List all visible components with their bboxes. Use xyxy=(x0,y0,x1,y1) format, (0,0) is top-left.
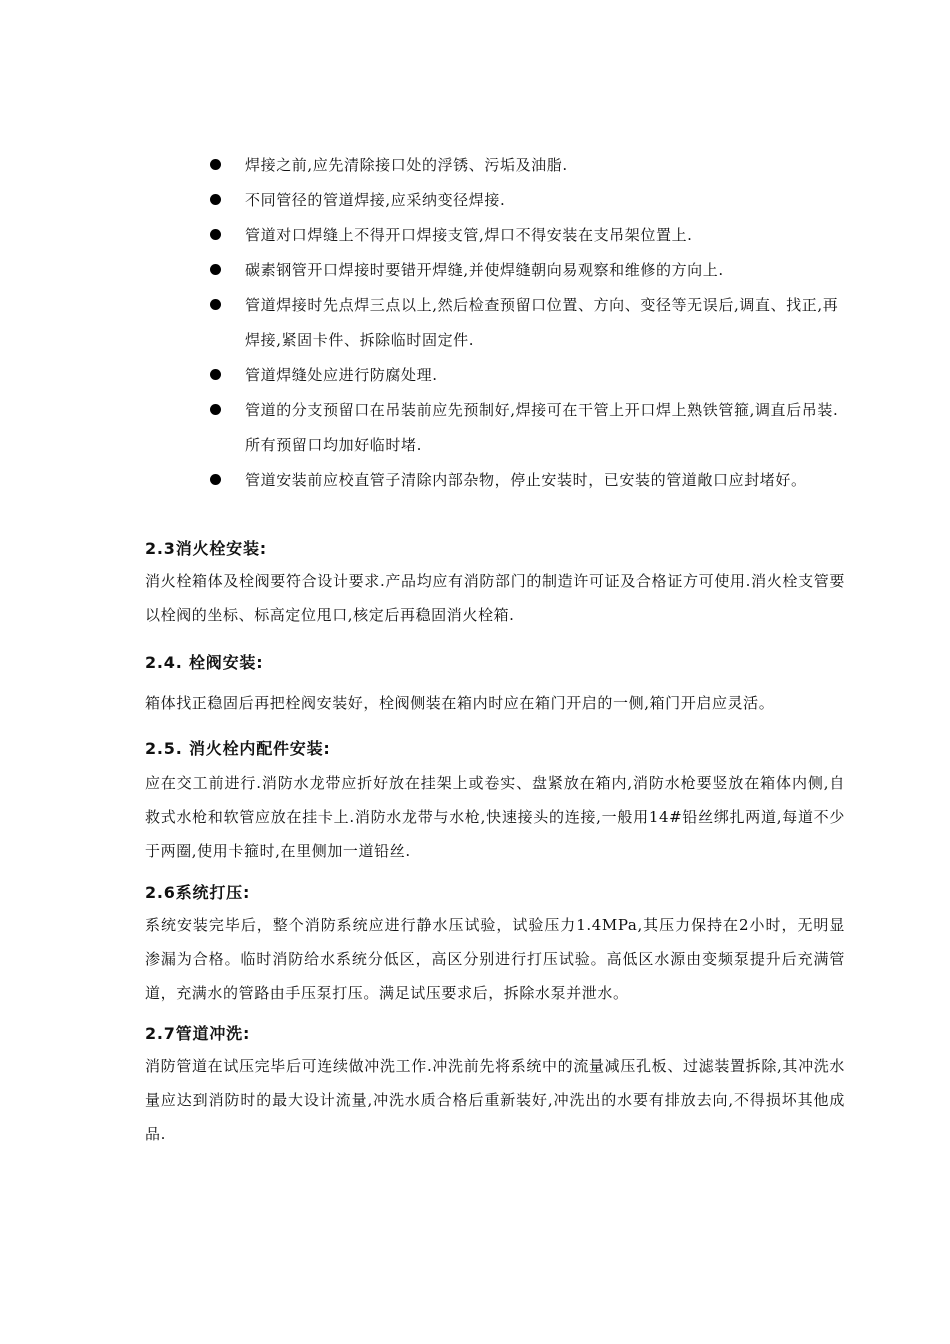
list-item xyxy=(210,148,850,183)
list-item xyxy=(210,358,850,393)
section-body: 消火栓箱体及栓阀要符合设计要求.产品均应有消防部门的制造许可证及合格证方可使用.消火栓支管要以栓阀的坐标、标高定位甩口,核定后再稳固消火栓箱. xyxy=(145,572,845,624)
list-item xyxy=(210,183,850,218)
bullet-icon xyxy=(210,159,221,170)
bullet-icon xyxy=(210,369,221,380)
list-item xyxy=(210,463,850,498)
list-item-text: 焊接之前,应先清除接口处的浮锈、污垢及油脂. xyxy=(245,156,568,174)
list-item-text: 管道的分支预留口在吊装前应先预制好,焊接可在干管上开口焊上熟铁管箍,调直后吊装.所有预留口均加好临时堵. xyxy=(245,401,839,454)
welding-requirements-list xyxy=(210,148,850,498)
list-item-text: 管道焊接时先点焊三点以上,然后检查预留口位置、方向、变径等无误后,调直、找正,再焊接,紧固卡件、拆除临时固定件. xyxy=(245,296,839,349)
list-item xyxy=(210,393,850,463)
section-body: 应在交工前进行.消防水龙带应折好放在挂架上或卷实、盘紧放在箱内,消防水枪要竖放在箱体内侧,自救式水枪和软管应放在挂卡上.消防水龙带与水枪,快速接头的连接,一般用14#铅丝绑扎两道,每道不少于两圈,使用卡箍时,在里侧加一道铅丝. xyxy=(145,774,845,860)
bullet-icon xyxy=(210,474,221,485)
bullet-icon xyxy=(210,264,221,275)
list-item-text: 碳素钢管开口焊接时要错开焊缝,并使焊缝朝向易观察和维修的方向上. xyxy=(245,261,724,279)
section-valve-installation xyxy=(145,648,845,720)
section-heading: 2.3消火栓安装: xyxy=(145,539,267,558)
section-body: 消防管道在试压完毕后可连续做冲洗工作.冲洗前先将系统中的流量减压孔板、过滤装置拆除,其冲洗水量应达到消防时的最大设计流量,冲洗水质合格后重新装好,冲洗出的水要有排放去向,不得损坏其他成品. xyxy=(145,1057,845,1143)
bullet-icon xyxy=(210,404,221,415)
list-item-text: 管道对口焊缝上不得开口焊接支管,焊口不得安装在支吊架位置上. xyxy=(245,226,693,244)
section-hydrant-fittings xyxy=(145,734,845,868)
bullet-icon xyxy=(210,229,221,240)
section-heading: 2.6系统打压: xyxy=(145,883,251,902)
section-heading: 2.5. 消火栓内配件安装: xyxy=(145,739,331,758)
bullet-icon xyxy=(210,194,221,205)
list-item xyxy=(210,253,850,288)
section-pipe-flushing xyxy=(145,1019,845,1151)
list-item-text: 管道安装前应校直管子清除内部杂物，停止安装时，已安装的管道敞口应封堵好。 xyxy=(245,471,807,489)
section-hydrant-installation xyxy=(145,534,845,632)
section-body: 系统安装完毕后，整个消防系统应进行静水压试验，试验压力1.4MPa,其压力保持在2小时，无明显渗漏为合格。临时消防给水系统分低区，高区分别进行打压试验。高低区水源由变频泵提升后充满管道，充满水的管路由手压泵打压。满足试压要求后，拆除水泵并泄水。 xyxy=(145,916,845,1002)
section-heading: 2.7管道冲洗: xyxy=(145,1024,251,1043)
section-heading: 2.4. 栓阀安装: xyxy=(145,653,264,672)
bullet-icon xyxy=(210,299,221,310)
section-body: 箱体找正稳固后再把栓阀安装好，栓阀侧装在箱内时应在箱门开启的一侧,箱门开启应灵活。 xyxy=(145,694,775,712)
list-item-text: 不同管径的管道焊接,应采纳变径焊接. xyxy=(245,191,506,209)
list-item xyxy=(210,288,850,358)
list-item-text: 管道焊缝处应进行防腐处理. xyxy=(245,366,438,384)
list-item xyxy=(210,218,850,253)
section-pressure-test xyxy=(145,878,845,1010)
